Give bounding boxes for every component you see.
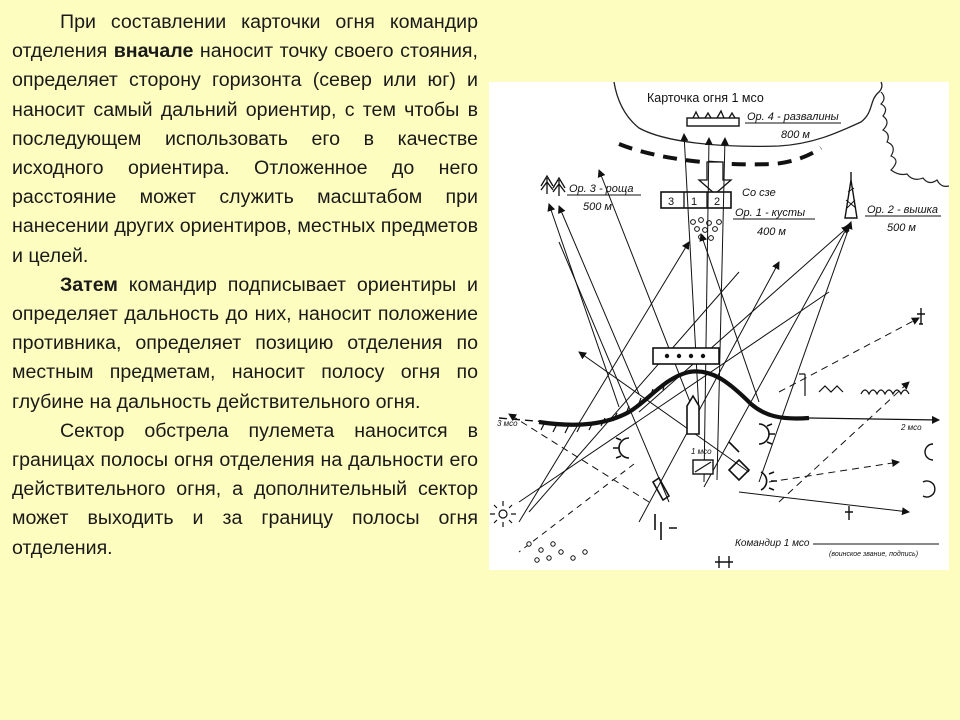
- soldier-positions: [613, 424, 777, 540]
- box-number-2: 2: [714, 196, 721, 208]
- wire-coils: [819, 386, 909, 394]
- bushes-icon: [691, 218, 722, 241]
- p1-text-start: При составлении карточки огня командир отделения: [12, 11, 478, 63]
- p2-bold-word: Затем: [60, 273, 118, 296]
- burst-icon: [490, 501, 516, 527]
- right-unit-label: 2 мсо: [901, 423, 922, 432]
- or2-label: Ор. 2 - вышка: [867, 204, 938, 216]
- commander-label: Командир 1 мсо: [735, 538, 810, 549]
- tower-icon: [845, 172, 857, 218]
- dugout-icon: [687, 396, 699, 434]
- forest-edge: [881, 92, 949, 186]
- enemy-obstacle: [653, 348, 719, 364]
- paragraph-3: [12, 417, 478, 563]
- or3-label: Ор. 3 - роща: [569, 183, 634, 195]
- position-unit-label: 1 мсо: [691, 447, 712, 456]
- north-arrow-box: [661, 162, 731, 208]
- or1-label: Ор. 1 - кусты: [735, 207, 806, 219]
- paragraph-2: [12, 271, 478, 417]
- box-number-1: 1: [691, 196, 698, 208]
- paragraph-1: [12, 8, 478, 271]
- terrain-dots: [527, 542, 587, 562]
- squad-position: [693, 460, 713, 474]
- p1-bold-word: вначале: [113, 40, 194, 63]
- fire-card-diagram: [489, 82, 949, 570]
- p2-text: командир подписывает ориентиры и определяет дальность до них, наносит положение противника, определяет позицию отделения по местным предметам, наносит полосу огня по глубине на дальность действительного огня.: [12, 273, 478, 413]
- or3-distance: 500 м: [583, 201, 612, 213]
- or2-distance: 500 м: [887, 222, 916, 234]
- or4-label: Ор. 4 - развалины: [747, 111, 839, 123]
- card-title: Карточка огня 1 мсо: [647, 91, 764, 105]
- neighbor-label: Со сзе: [742, 187, 776, 199]
- box-number-3: 3: [668, 196, 675, 208]
- or4-distance: 800 м: [781, 129, 810, 141]
- right-wire-post: [799, 374, 805, 396]
- text-column: [12, 8, 478, 563]
- grove-icon: [541, 176, 565, 196]
- or1-distance: 400 м: [757, 226, 786, 238]
- right-boundary: [809, 418, 939, 420]
- p1-text-end: наносит точку своего стояния, определяет сторону горизонта (север или юг) и наносит самый дальний ориентир, с тем чтобы в последующем использовать его в качестве исходного ориентира. Отложенное до него расстояние может служить масштабом при нанесении других ориентиров, местных предметов и целей.: [12, 40, 478, 267]
- left-unit-label: 3 мсо: [497, 419, 518, 428]
- trench-line: [539, 371, 809, 424]
- enemy-line: [619, 144, 821, 164]
- p3-text: Сектор обстрела пулемета наносится в границах полосы огня отделения на дальности его действительного огня, а дополнительный сектор может выходить и за границу полосы огня отделения.: [12, 419, 478, 559]
- signature-caption: (воинское звание, подпись): [829, 551, 919, 558]
- ruins-icon: [687, 111, 739, 126]
- fire-card-figure: [489, 82, 949, 570]
